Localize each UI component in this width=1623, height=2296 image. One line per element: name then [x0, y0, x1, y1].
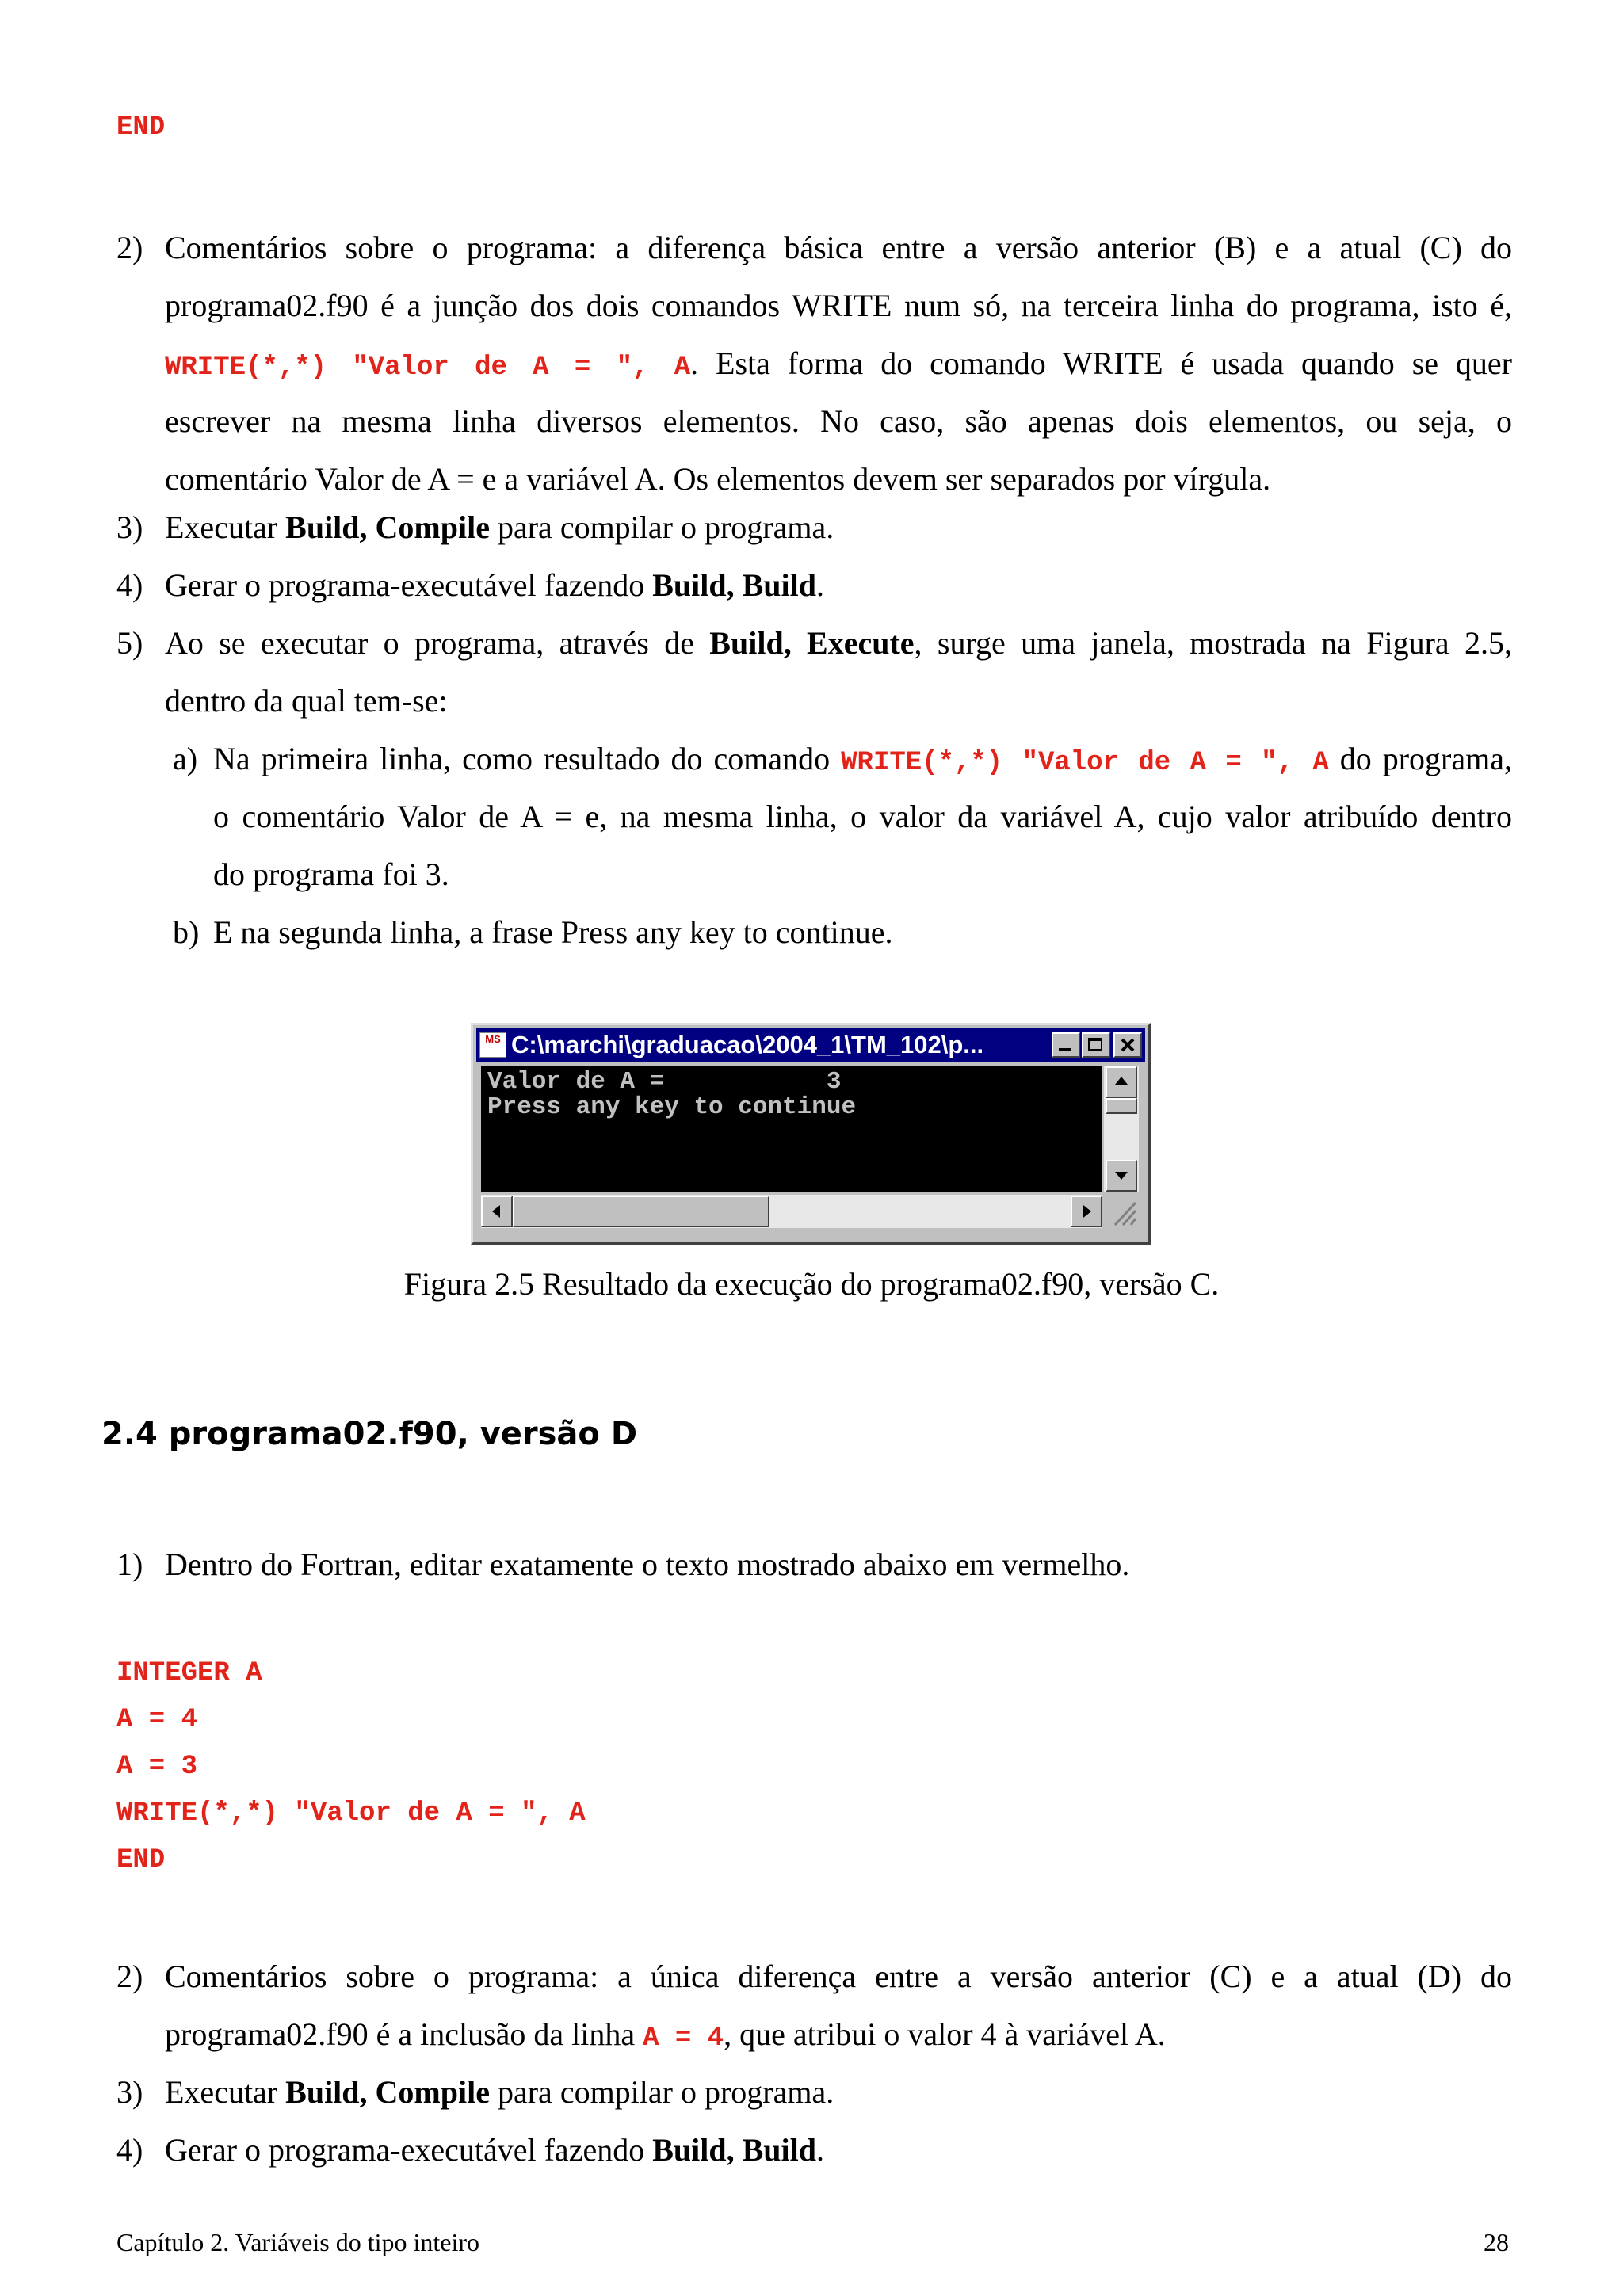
line: do programa foi 3.: [213, 856, 449, 892]
list-num: 3): [116, 509, 143, 545]
text: , surge uma janela, mostrada na Figura 2.5,: [914, 625, 1512, 661]
code-line: A = 3: [116, 1752, 198, 1782]
minimize-icon: [1059, 1048, 1071, 1051]
text: Gerar o programa-executável fazendo: [165, 567, 653, 603]
list-item-2-text: [165, 219, 1512, 508]
list-num: 4): [116, 567, 143, 603]
list-num: 3): [116, 2074, 143, 2110]
console-window: [471, 1023, 1151, 1245]
sub-label-a: a): [173, 741, 198, 776]
line: dentro da qual tem-se:: [165, 683, 448, 719]
line-text: . Esta forma do comando WRITE é usada quando se quer: [690, 345, 1512, 381]
line: comentário Valor de A = e a variável A. Os elementos devem ser separados por vírgula.: [165, 461, 1271, 497]
maximize-button[interactable]: [1082, 1032, 1110, 1058]
sub-item-b-text: E na segunda linha, a frase Press any key to continue.: [213, 914, 893, 950]
inline-code: WRITE(*,*) "Valor de A = ", A: [841, 748, 1329, 778]
maximize-icon: [1088, 1038, 1102, 1051]
list-item-2b-text: [165, 1947, 1512, 2063]
inline-code: A = 4: [643, 2023, 724, 2054]
code-line: END: [116, 1845, 166, 1875]
bold-text: Build, Compile: [285, 509, 490, 545]
text: do programa,: [1328, 741, 1513, 776]
line: Comentários sobre o programa: a diferença básica entre a versão anterior (B) e a atual (C) do: [165, 230, 1512, 265]
close-button[interactable]: [1113, 1032, 1142, 1058]
text: Executar: [165, 2074, 286, 2110]
arrow-down-icon: [1107, 1161, 1136, 1190]
text: Executar: [165, 509, 286, 545]
arrow-left-icon: [483, 1197, 511, 1226]
list-item-5-text: [165, 614, 1512, 730]
line: programa02.f90 é a junção dos dois comandos WRITE num só, na terceira linha do programa, isto é,: [165, 288, 1512, 323]
msdev-app-icon: MS: [479, 1032, 506, 1058]
sub-item-a-text: [213, 730, 1512, 903]
scroll-thumb-vertical[interactable]: [1106, 1098, 1137, 1114]
page-number: 28: [1484, 2228, 1509, 2256]
code-end-top: END: [116, 113, 166, 143]
sub-label-b: b): [173, 914, 200, 950]
bold-text: Build, Compile: [285, 2074, 490, 2110]
bold-text: Build, Build: [652, 2132, 816, 2168]
line: [213, 730, 1512, 788]
line: Comentários sobre o programa: a única diferença entre a versão anterior (C) e a atual (D) do: [165, 1958, 1512, 1994]
list-item-4-text: [165, 556, 1512, 614]
inline-code: WRITE(*,*) "Valor de A = ", A: [165, 353, 691, 383]
scroll-left-button[interactable]: [481, 1196, 513, 1227]
line: escrever na mesma linha diversos elementos. No caso, são apenas dois elementos, ou seja, o: [165, 403, 1512, 439]
console-output: [481, 1066, 1102, 1192]
arrow-right-icon: [1072, 1197, 1101, 1226]
vertical-scrollbar[interactable]: [1104, 1066, 1139, 1192]
text: para compilar o programa.: [489, 509, 834, 545]
section-heading: 2.4 programa02.f90, versão D: [101, 1416, 638, 1452]
line: [165, 614, 1512, 672]
bold-text: Build, Execute: [709, 625, 915, 661]
line: [165, 334, 1512, 392]
scroll-right-button[interactable]: [1071, 1196, 1102, 1227]
text: Ao se executar o programa, através de: [165, 625, 710, 661]
figure-caption: Figura 2.5 Resultado da execução do programa02.f90, versão C.: [403, 1266, 1220, 1302]
text: programa02.f90 é a inclusão da linha: [165, 2016, 643, 2052]
arrow-up-icon: [1107, 1068, 1136, 1097]
list-num: 1): [116, 1547, 143, 1582]
minimize-button[interactable]: [1052, 1032, 1080, 1058]
list-num: 2): [116, 1958, 143, 1994]
code-line: WRITE(*,*) "Valor de A = ", A: [116, 1798, 586, 1829]
console-line-2: Press any key to continue: [487, 1093, 857, 1121]
title-bar[interactable]: [476, 1028, 1145, 1062]
close-icon: [1115, 1034, 1140, 1056]
scroll-up-button[interactable]: [1106, 1066, 1137, 1098]
footer-chapter: Capítulo 2. Variáveis do tipo inteiro: [116, 2228, 480, 2256]
text: , que atribui o valor 4 à variável A.: [724, 2016, 1166, 2052]
list-item-1-text: Dentro do Fortran, editar exatamente o texto mostrado abaixo em vermelho.: [165, 1547, 1130, 1582]
line: [165, 2005, 1512, 2063]
code-line: A = 4: [116, 1705, 198, 1735]
list-item-3-text: [165, 498, 1512, 556]
list-item-4b-text: [165, 2121, 1512, 2179]
bold-text: Build, Build: [652, 567, 816, 603]
list-num: 2): [116, 230, 143, 265]
text: .: [816, 2132, 824, 2168]
horizontal-scrollbar[interactable]: [481, 1195, 1102, 1228]
console-line-1: Valor de A = 3: [487, 1068, 842, 1096]
text: para compilar o programa.: [489, 2074, 834, 2110]
code-line: INTEGER A: [116, 1658, 262, 1688]
text: .: [816, 567, 824, 603]
line: o comentário Valor de A = e, na mesma linha, o valor da variável A, cujo valor atribuído dentro: [213, 799, 1512, 834]
resize-grip-icon[interactable]: [1107, 1195, 1139, 1228]
list-item-3b-text: [165, 2063, 1512, 2121]
text: Na primeira linha, como resultado do comando: [213, 741, 842, 776]
window-title: C:\marchi\graduacao\2004_1\TM_102\p...: [511, 1031, 984, 1058]
list-num: 5): [116, 625, 143, 661]
list-num: 4): [116, 2132, 143, 2168]
text: Gerar o programa-executável fazendo: [165, 2132, 653, 2168]
scroll-down-button[interactable]: [1106, 1160, 1137, 1192]
scroll-thumb-horizontal[interactable]: [513, 1196, 769, 1227]
